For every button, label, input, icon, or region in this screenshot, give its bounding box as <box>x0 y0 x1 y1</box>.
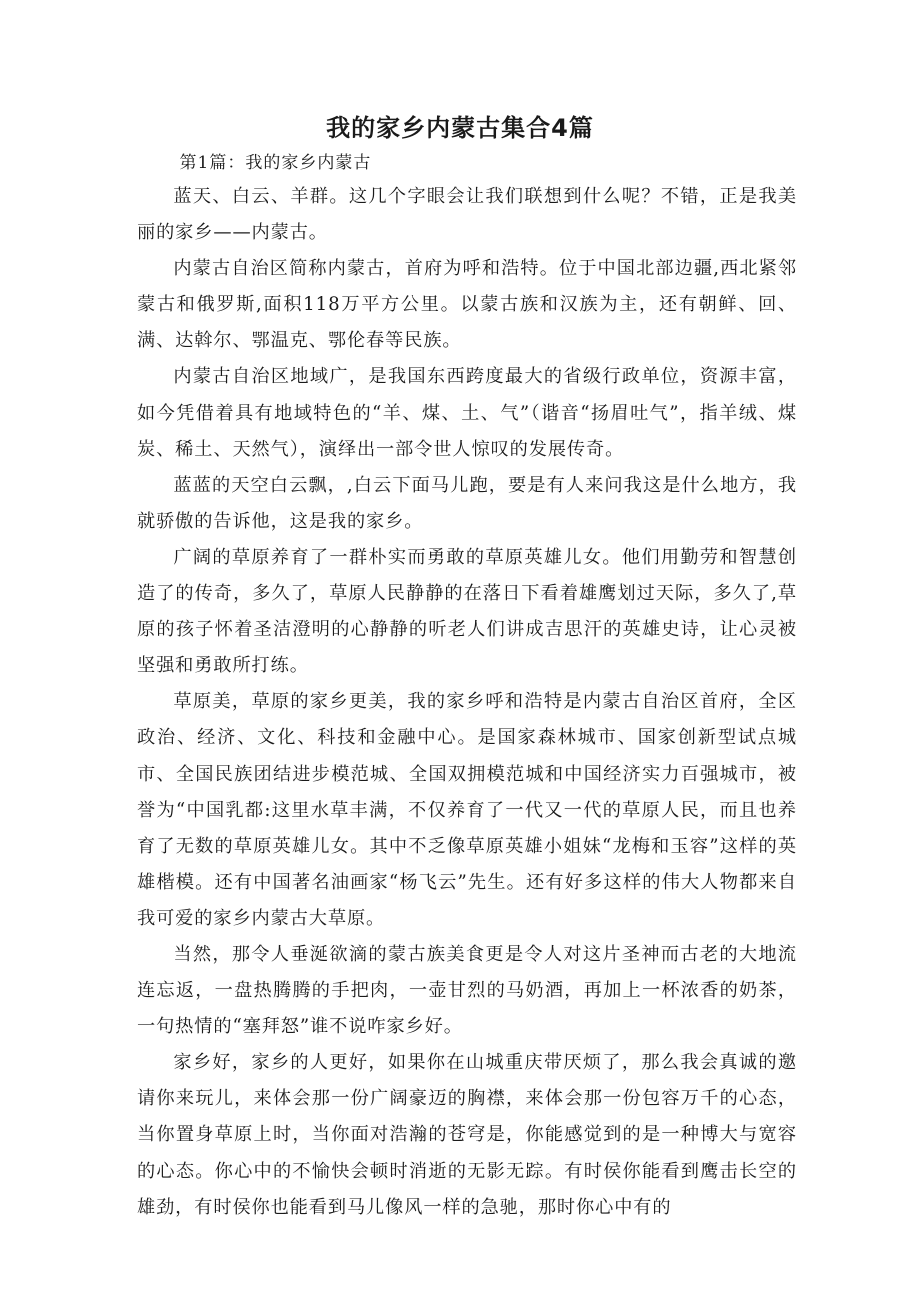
paragraph-7: 当然，那令人垂涎欲滴的蒙古族美食更是令人对这片圣神而古老的大地流连忘返，一盘热腾腾的手把肉，一壶甘烈的马奶酒，再加上一杯浓香的奶茶，一句热情的“塞拜怒”谁不说咋家乡好。 <box>137 943 797 1038</box>
paragraph-3: 内蒙古自治区地域广，是我国东西跨度最大的省级行政单位，资源丰富，如今凭借着具有地域特色的“羊、煤、土、气”（谐音“扬眉吐气”，指羊绒、煤炭、稀土、天然气），演绎出一部令世人惊叹的发展传奇。 <box>137 366 797 460</box>
paragraph-5: 广阔的草原养育了一群朴实而勇敢的草原英雄儿女。他们用勤劳和智慧创造了的传奇，多久了，草原人民静静的在落日下看着雄鹰划过天际，多久了,草原的孩子怀着圣洁澄明的心静静的听老人们讲成吉思汗的英雄史诗，让心灵被坚强和勇敢所打练。 <box>137 546 797 677</box>
section-heading: 第1篇：我的家乡内蒙古 <box>179 153 372 173</box>
paragraph-1: 蓝天、白云、羊群。这几个字眼会让我们联想到什么呢？不错，正是我美丽的家乡——内蒙古。 <box>137 186 797 244</box>
paragraph-2: 内蒙古自治区简称内蒙古，首府为呼和浩特。位于中国北部边疆,西北紧邻蒙古和俄罗斯,面积118万平方公里。以蒙古族和汉族为主，还有朝鲜、回、满、达斡尔、鄂温克、鄂伦春等民族。 <box>137 258 797 352</box>
paragraph-6: 草原美，草原的家乡更美，我的家乡呼和浩特是内蒙古自治区首府，全区政治、经济、文化、科技和金融中心。是国家森林城市、国家创新型试点城市、全国民族团结进步模范城、全国双拥模范城和中国经济实力百强城市，被誉为“中国乳都:这里水草丰满，不仅养育了一代又一代的草原人民，而且也养育了无数的草原英雄儿女。其中不乏像草原英雄小姐妹“龙梅和玉容”这样的英雄楷模。还有中国著名油画家“杨飞云”先生。还有好多这样的伟大人物都来自我可爱的家乡内蒙古大草原。 <box>137 691 797 929</box>
paragraph-4: 蓝蓝的天空白云飘，,白云下面马儿跑，要是有人来问我这是什么地方，我就骄傲的告诉他，这是我的家乡。 <box>137 474 797 532</box>
document-title: 我的家乡内蒙古集合4篇 <box>326 114 594 142</box>
document-body <box>137 148 797 1226</box>
paragraph-8: 家乡好，家乡的人更好，如果你在山城重庆带厌烦了，那么我会真诚的邀请你来玩儿，来体会那一份广阔豪迈的胸襟，来体会那一份包容万千的心态，当你置身草原上时，当你面对浩瀚的苍穹是，你能感觉到的是一种博大与宽容的心态。你心中的不愉快会顿时消逝的无影无踪。有时侯你能看到鹰击长空的雄劲，有时侯你也能看到马儿像风一样的急驰，那时你心中有的 <box>137 1052 797 1218</box>
